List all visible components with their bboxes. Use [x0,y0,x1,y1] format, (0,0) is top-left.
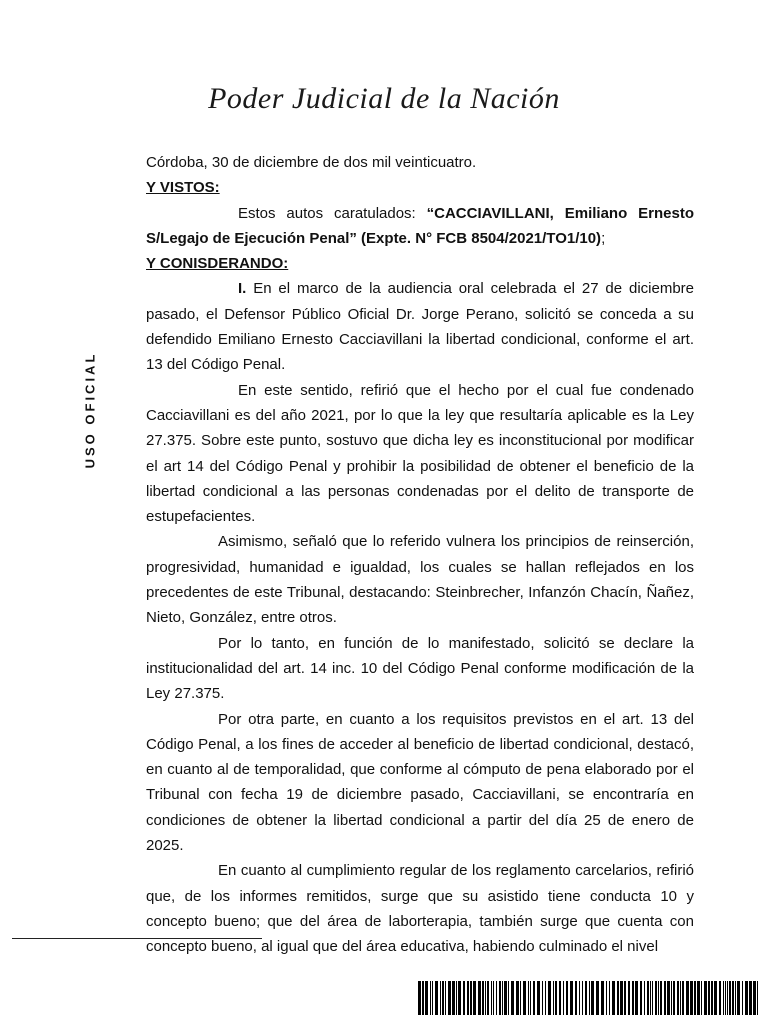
barcode-bar [537,981,540,1015]
barcode-bar [485,981,486,1015]
uso-oficial-stamp: USO OFICIAL [82,351,98,469]
barcode-bar [737,981,740,1015]
paragraph-1-text: En el marco de la audiencia oral celebrada el 27 de diciembre pasado, el Defensor Público Oficial Dr. Jorge Perano, solicitó se conceda a su defendido Emiliano Ernesto Cacciavillani la libertad condicional, conforme el art. 13 del Código Penal. [146,280,694,374]
vistos-intro: Estos autos caratulados: [238,204,427,222]
barcode-bar [719,981,721,1015]
barcode-bar [745,981,748,1015]
barcode-bar [628,981,630,1015]
barcode-bar [704,981,707,1015]
barcode-bar [591,981,594,1015]
barcode-bar [440,981,441,1015]
barcode-bar [682,981,684,1015]
barcode-bar [647,981,649,1015]
barcode-bar [753,981,756,1015]
barcode-bar [499,981,501,1015]
barcode-bar [496,981,497,1015]
barcode-bar [677,981,679,1015]
barcode-bar [757,981,758,1015]
barcode-bar [467,981,469,1015]
date-line: Córdoba, 30 de diciembre de dos mil veinticuatro. [146,154,477,171]
paragraph-6: En cuanto al cumplimiento regular de los reglamento carcelarios, refirió que, de los informes remitidos, surge que su asistido tiene conducta 10 y concepto bueno; que del área de laborterapia, también surge que cuenta con concepto bueno, al igual que del área educativa, habiendo culminado el nivel [146,862,694,956]
barcode-bar [652,981,653,1015]
barcode-bar [487,981,489,1015]
section-number: I. [238,280,247,298]
barcode-bar [612,981,615,1015]
barcode-bar [660,981,662,1015]
barcode-bar [644,981,645,1015]
barcode-bar [735,981,736,1015]
barcode-bar [579,981,580,1015]
barcode-bar [620,981,623,1015]
barcode-bar [609,981,610,1015]
barcode-bar [667,981,670,1015]
barcode-bar [749,981,752,1015]
vistos-paragraph [146,201,694,252]
barcode-bar [448,981,451,1015]
barcode-bar [727,981,728,1015]
barcode-bar [632,981,634,1015]
barcode-bar [690,981,693,1015]
barcode-bar [624,981,626,1015]
barcode-bar [701,981,702,1015]
barcode-bar [430,981,431,1015]
paragraph-1 [146,276,694,377]
barcode-bar [473,981,476,1015]
barcode-bar [606,981,607,1015]
barcode-bar [723,981,724,1015]
barcode-bar [530,981,531,1015]
paragraph-4: Por lo tanto, en función de lo manifestado, solicitó se declare la institucionalidad del art. 14 inc. 10 del Código Penal conforme modificación de la Ley 27.375. [146,634,694,703]
barcode-bar [559,981,561,1015]
barcode-bar [456,981,457,1015]
barcode-bar [553,981,554,1015]
barcode-bar [617,981,619,1015]
barcode-bar [516,981,519,1015]
barcode-bar [655,981,657,1015]
barcode-bar [729,981,731,1015]
barcode-bar [432,981,433,1015]
paragraph-5: Por otra parte, en cuanto a los requisitos previstos en el art. 13 del Código Penal, a los fines de acceder al beneficio de libertad condicional, destacó, en cuanto al de temporalidad, que conforme al cómputo de pena elaborado por el Tribunal con fecha 19 de diciembre pasado, Cacciavillani, se encontraría en condiciones de obtener la libertad condicional a partir del día 25 de enero de 2025. [146,710,694,855]
barcode-bar [640,981,642,1015]
barcode-bar [575,981,577,1015]
barcode-bar [694,981,696,1015]
barcode-bar [686,981,689,1015]
heading-vistos: Y VISTOS: [146,179,220,197]
document-barcode [418,981,762,1015]
barcode-bar [708,981,710,1015]
paragraph-2: En este sentido, refirió que el hecho por el cual fue condenado Cacciavillani es del año 2021, por lo que la ley que resultaría aplicable es la Ley 27.375. Sobre este punto, sostuvo que dicha ley es inconstitucional por modificar el art 14 del Código Penal y prohibir la posibilidad de obtener el beneficio de la libertad condicional a las personas condenadas por el delito de transporte de estupefacientes. [146,381,694,526]
barcode-bar [523,981,526,1015]
barcode-bar [491,981,492,1015]
barcode-bar [563,981,564,1015]
barcode-bar [463,981,465,1015]
barcode-bar [664,981,666,1015]
barcode-bar [658,981,659,1015]
barcode-bar [635,981,638,1015]
barcode-bar [582,981,583,1015]
barcode-bar [671,981,672,1015]
paragraph-3: Asimismo, señaló que lo referido vulnera los principios de reinserción, progresividad, humanidad e igualdad, los cuales se hallan reflejados en los precedentes de este Tribunal, destacando: Steinbrecher, Infanzón Chacín, Ñañez, Nieto, González, entre otros. [146,533,694,627]
barcode-bar [528,981,529,1015]
barcode-bar [570,981,573,1015]
barcode-bar [742,981,743,1015]
barcode-bar [545,981,546,1015]
barcode-bar [478,981,481,1015]
barcode-bar [673,981,675,1015]
document-body [146,150,694,960]
barcode-bar [585,981,587,1015]
barcode-bar [555,981,557,1015]
page-header-title: Poder Judicial de la Nación [208,82,560,115]
barcode-bar [422,981,424,1015]
case-title: “CACCIAVILLANI, Emiliano Ernesto S/Legajo de Ejecución Penal” (Expte. N° FCB 8504/2021/TO1/10) [146,204,694,247]
barcode-bar [425,981,428,1015]
barcode-bar [418,981,421,1015]
barcode-bar [732,981,734,1015]
barcode-bar [711,981,713,1015]
barcode-bar [511,981,514,1015]
barcode-bar [452,981,455,1015]
barcode-bar [458,981,461,1015]
footer-divider [12,938,262,939]
barcode-bar [542,981,543,1015]
barcode-bar [504,981,507,1015]
barcode-bar [508,981,509,1015]
heading-considerando: Y CONISDERANDO: [146,255,289,273]
barcode-bar [502,981,503,1015]
barcode-bar [493,981,494,1015]
barcode-bar [650,981,651,1015]
barcode-bar [442,981,444,1015]
barcode-bar [482,981,484,1015]
barcode-bar [470,981,472,1015]
barcode-bar [548,981,551,1015]
barcode-bar [725,981,726,1015]
barcode-bar [533,981,535,1015]
barcode-bar [445,981,446,1015]
barcode-bar [589,981,590,1015]
barcode-bar [566,981,568,1015]
barcode-bar [520,981,521,1015]
barcode-bar [596,981,599,1015]
barcode-bar [601,981,604,1015]
barcode-bar [435,981,438,1015]
barcode-bar [697,981,700,1015]
barcode-bar [714,981,717,1015]
vistos-end: ; [601,229,606,247]
barcode-bar [680,981,681,1015]
